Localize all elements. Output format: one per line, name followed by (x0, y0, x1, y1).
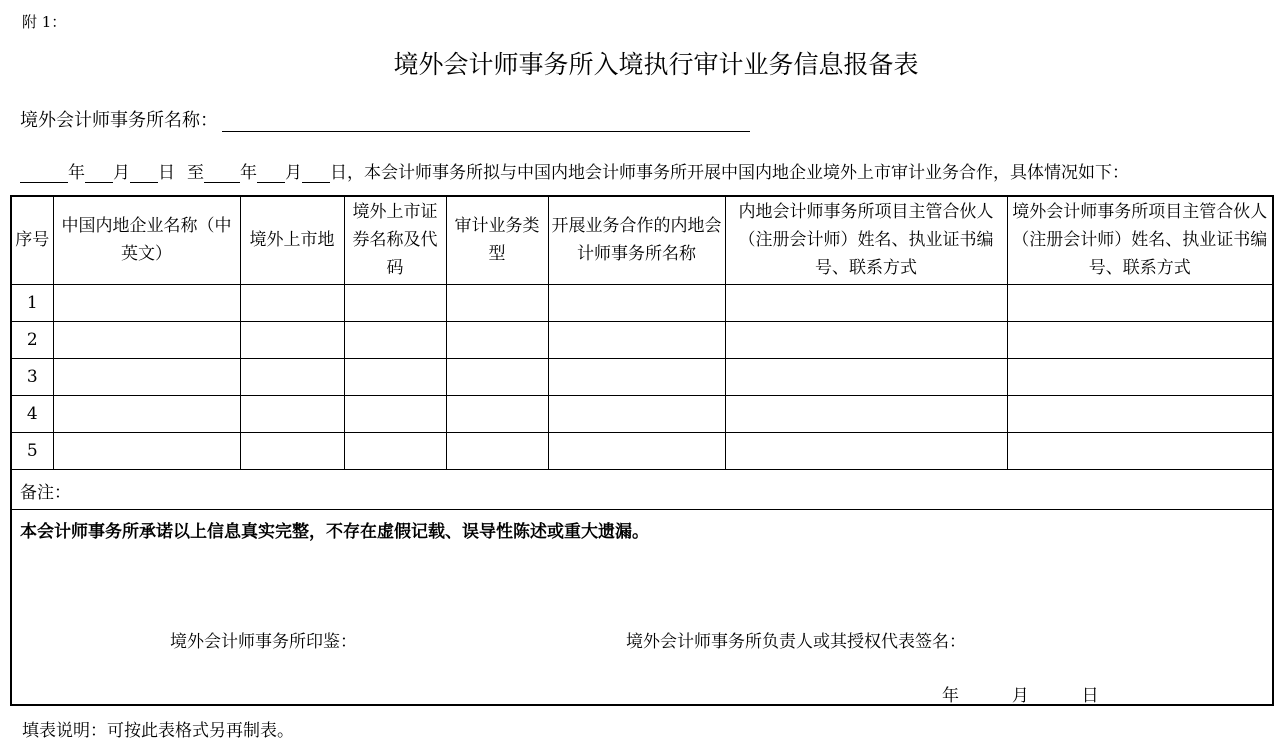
header-cell: 开展业务合作的内地会计师事务所名称 (548, 197, 725, 284)
table-cell[interactable] (1007, 395, 1272, 432)
table-cell[interactable] (344, 284, 446, 321)
table-cell[interactable] (53, 395, 240, 432)
table-cell[interactable] (53, 358, 240, 395)
table-cell[interactable] (1007, 432, 1272, 469)
start-month-blank[interactable] (85, 164, 113, 183)
end-year-label: 年 (240, 163, 257, 183)
start-day-label: 日 (158, 163, 175, 183)
row-number: 1 (12, 284, 53, 321)
commitment-statement: 本会计师事务所承诺以上信息真实完整，不存在虚假记载、误导性陈述或重大遗漏。 (20, 522, 649, 542)
table-cell[interactable] (344, 358, 446, 395)
sign-date-month: 月 (1011, 686, 1029, 706)
table-cell[interactable] (240, 284, 344, 321)
header-cell: 境外上市证券名称及代码 (344, 197, 446, 284)
sign-date-day: 日 (1081, 686, 1099, 706)
table-cell[interactable] (548, 284, 725, 321)
header-cell: 内地会计师事务所项目主管合伙人（注册会计师）姓名、执业证书编号、联系方式 (725, 197, 1007, 284)
sign-date-year: 年 (942, 686, 959, 706)
remarks-label: 备注： (20, 483, 71, 503)
end-month-blank[interactable] (257, 164, 285, 183)
header-cell: 序号 (12, 197, 53, 284)
start-year-blank[interactable] (20, 164, 68, 183)
table-row (12, 358, 1272, 395)
table-cell[interactable] (446, 321, 548, 358)
end-day-blank[interactable] (302, 164, 330, 183)
table-header-row (12, 197, 1272, 284)
table-cell[interactable] (53, 432, 240, 469)
table-cell[interactable] (240, 395, 344, 432)
table-cell[interactable] (725, 432, 1007, 469)
header-cell: 审计业务类型 (446, 197, 548, 284)
table-cell[interactable] (240, 358, 344, 395)
fill-instructions: 填表说明：可按此表格式另再制表。 (22, 721, 294, 741)
seal-label: 境外会计师事务所印鉴： (170, 632, 357, 652)
table-cell[interactable] (548, 395, 725, 432)
row-number: 2 (12, 321, 53, 358)
table-cell[interactable] (344, 432, 446, 469)
header-cell: 中国内地企业名称（中英文） (53, 197, 240, 284)
table-cell[interactable] (725, 321, 1007, 358)
table-cell[interactable] (1007, 284, 1272, 321)
header-cell: 境外会计师事务所项目主管合伙人（注册会计师）姓名、执业证书编号、联系方式 (1007, 197, 1272, 284)
table-row (12, 395, 1272, 432)
table-row (12, 321, 1272, 358)
end-year-blank[interactable] (204, 164, 240, 183)
signature-label: 境外会计师事务所负责人或其授权代表签名： (626, 632, 966, 652)
form-frame (10, 195, 1274, 706)
table-cell[interactable] (344, 395, 446, 432)
table-row (12, 284, 1272, 321)
start-year-label: 年 (68, 163, 85, 183)
table-cell[interactable] (548, 432, 725, 469)
period-to-label: 至 (187, 163, 204, 183)
table-cell[interactable] (446, 432, 548, 469)
table-cell[interactable] (725, 358, 1007, 395)
table-cell[interactable] (725, 395, 1007, 432)
row-number: 4 (12, 395, 53, 432)
table-cell[interactable] (1007, 358, 1272, 395)
table-cell[interactable] (548, 321, 725, 358)
end-month-label: 月 (285, 163, 302, 183)
form-title: 境外会计师事务所入境执行审计业务信息报备表 (393, 50, 919, 79)
table-cell[interactable] (446, 395, 548, 432)
table-cell[interactable] (53, 321, 240, 358)
start-day-blank[interactable] (130, 164, 158, 183)
row-number: 5 (12, 432, 53, 469)
attachment-label: 附 1： (22, 13, 67, 31)
table-cell[interactable] (446, 284, 548, 321)
table-cell[interactable] (548, 358, 725, 395)
info-table (12, 197, 1272, 470)
firm-name-label: 境外会计师事务所名称： (20, 110, 218, 131)
row-number: 3 (12, 358, 53, 395)
table-cell[interactable] (1007, 321, 1272, 358)
start-month-label: 月 (113, 163, 130, 183)
sign-date (942, 681, 1099, 706)
table-cell[interactable] (240, 321, 344, 358)
table-cell[interactable] (53, 284, 240, 321)
firm-name-field (20, 106, 750, 132)
table-cell[interactable] (344, 321, 446, 358)
header-cell: 境外上市地 (240, 197, 344, 284)
remarks-field[interactable] (12, 468, 1272, 510)
table-row (12, 432, 1272, 469)
period-statement (20, 158, 1129, 183)
table-cell[interactable] (240, 432, 344, 469)
end-day-statement: 日，本会计师事务所拟与中国内地会计师事务所开展中国内地企业境外上市审计业务合作，具体情况如下： (330, 163, 1129, 183)
firm-name-blank[interactable] (222, 111, 750, 132)
table-cell[interactable] (725, 284, 1007, 321)
table-cell[interactable] (446, 358, 548, 395)
